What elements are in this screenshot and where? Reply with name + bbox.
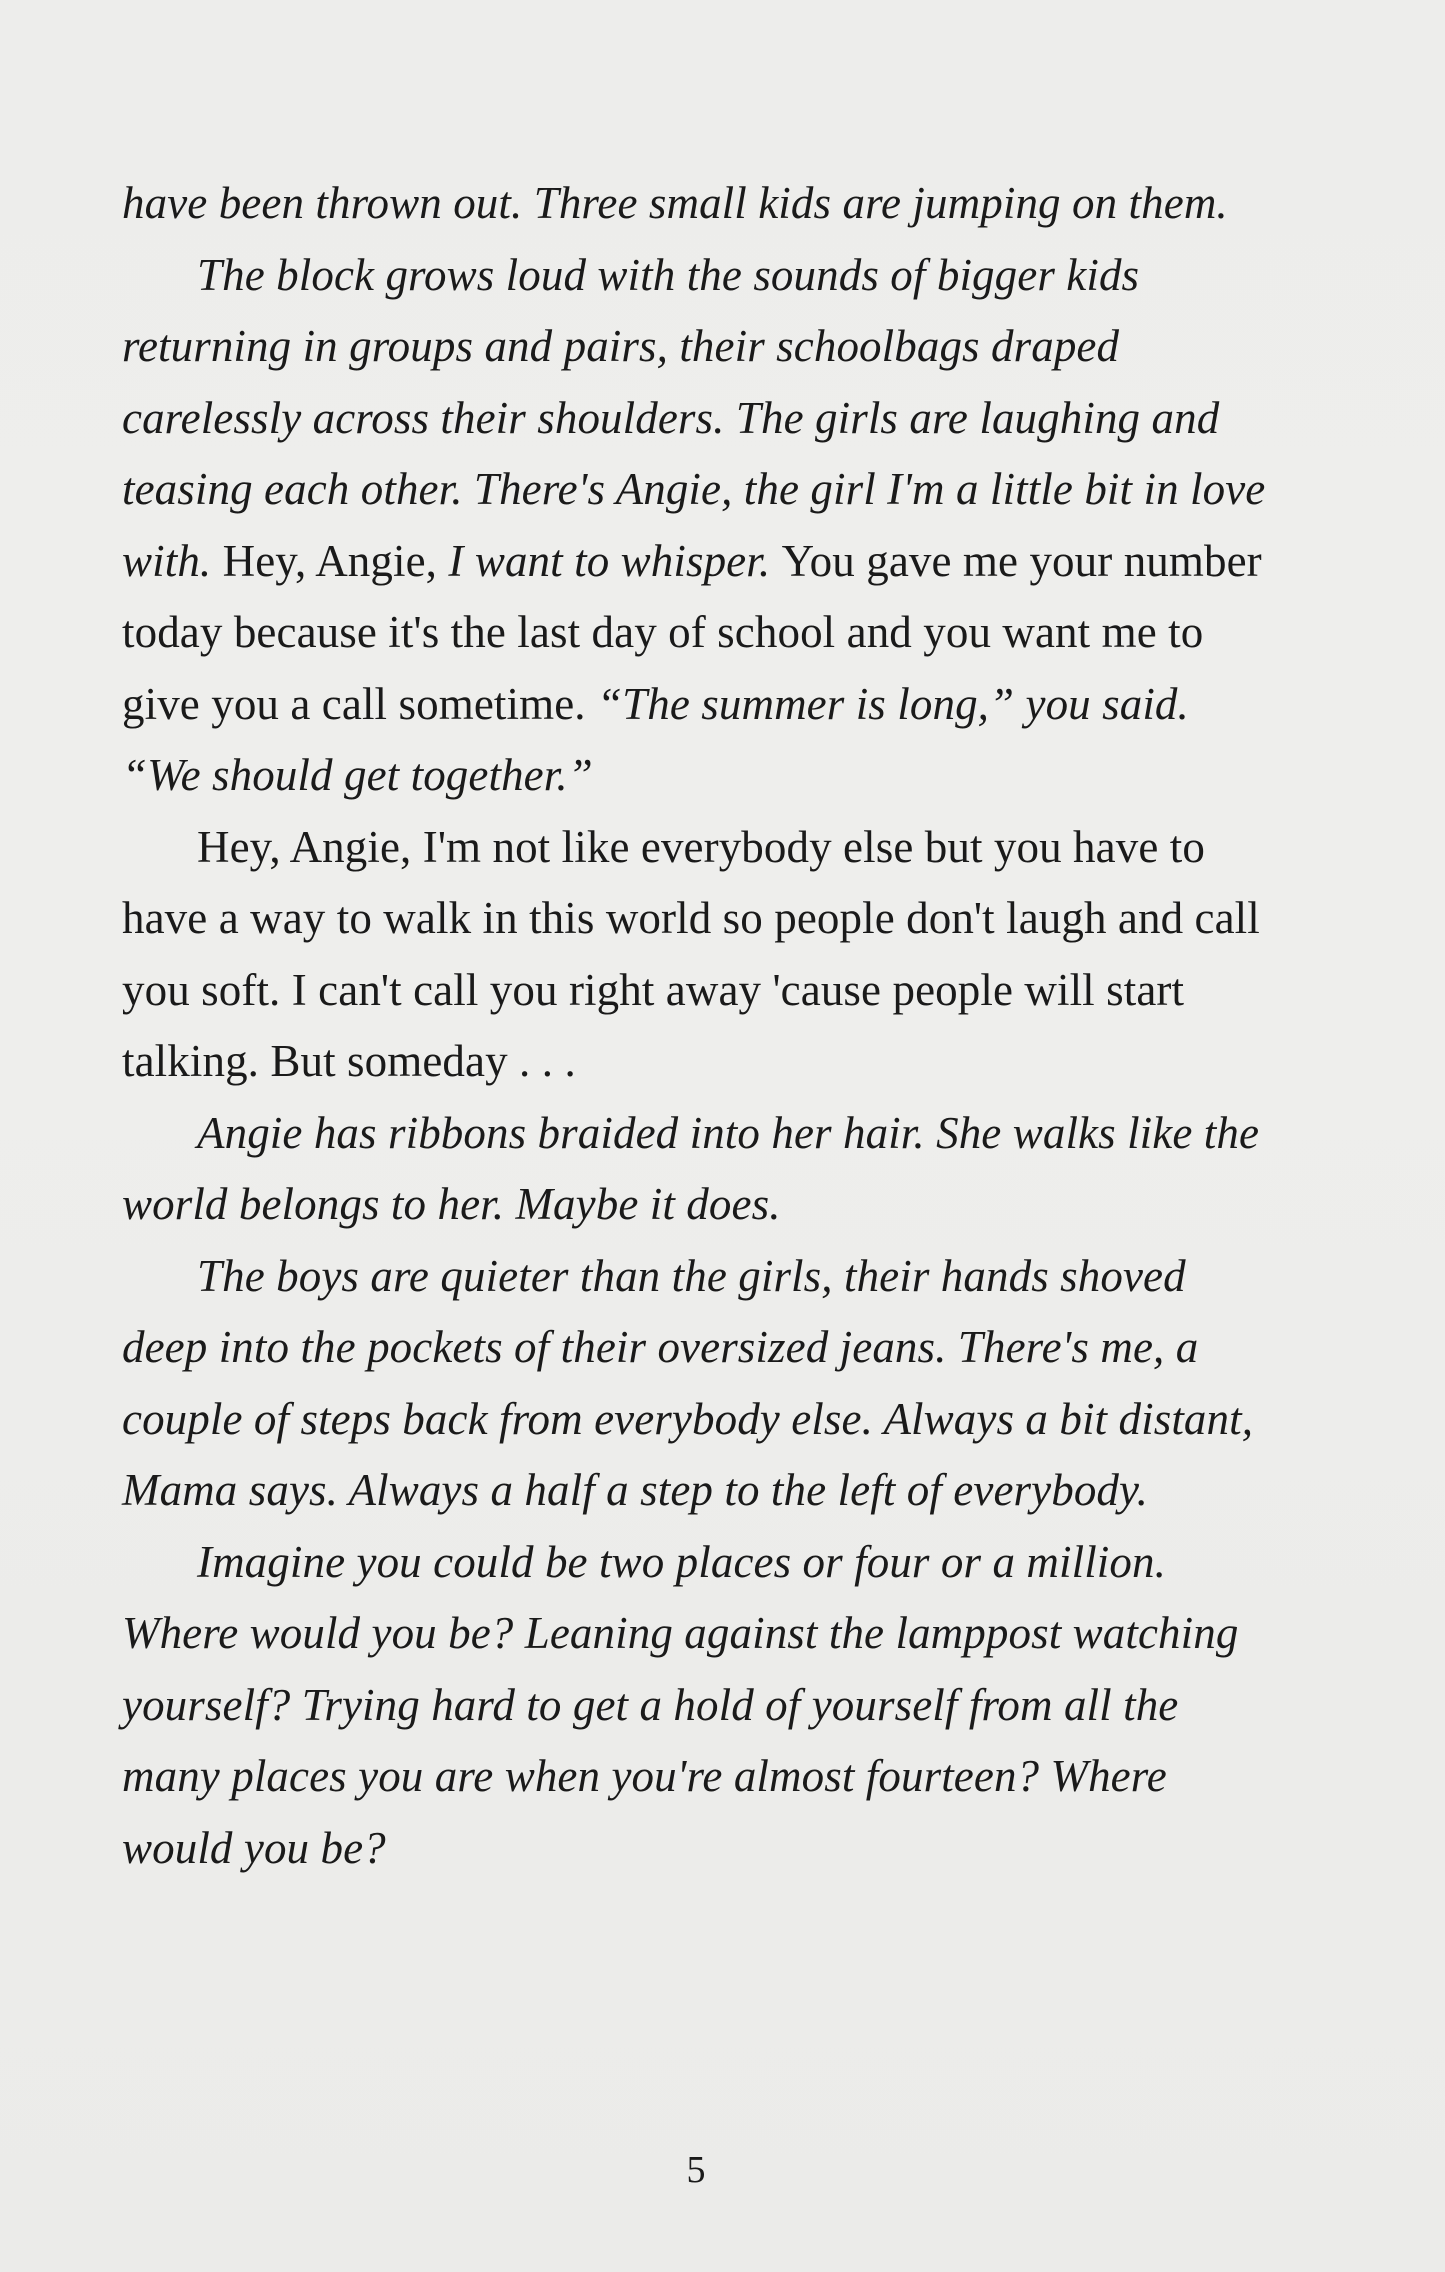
paragraph-2-direct-address: Hey, Angie, — [222, 535, 438, 586]
paragraph-3: Hey, Angie, I'm not like everybody else but you have to have a way to walk in this world so people don't laugh and call you soft. I can't call you right away 'cause people will start talking. But someday . . . — [122, 821, 1260, 1086]
paragraph-2-roman: You gave me your number today because it's the last day of school and you want me to give you a call sometime. — [122, 535, 1262, 729]
page-text-block — [122, 168, 1272, 1884]
paragraph-4: Angie has ribbons braided into her hair. She walks like the world belongs to her. Maybe it does. — [122, 1107, 1260, 1229]
paragraph-2 — [122, 240, 1272, 812]
paragraph-2-quote: “The summer is long,” you said. “We should get together.” — [122, 678, 1189, 800]
paragraph-1: have been thrown out. Three small kids are jumping on them. — [122, 178, 1228, 228]
paragraph-5: The boys are quieter than the girls, their hands shoved deep into the pockets of their oversized jeans. There's me, a couple of steps back from everybody else. Always a bit distant, Mama says. Always a half a step to the left of everybody. — [122, 1250, 1254, 1515]
paragraph-2-aside: I want to whisper. — [448, 535, 771, 586]
paragraph-2-text: The block grows loud with the sounds of bigger kids returning in groups and pairs, their schoolbags draped carelessly across their shoulders. The girls are laughing and teasing each other. There's Angie, the girl I'm a little bit in love with. — [122, 249, 1266, 586]
paragraph-6: Imagine you could be two places or four or a million. Where would you be? Leaning against the lamppost watching yourself? Trying hard to get a hold of yourself from all the many places you are when you're almost fourteen? Where would you be? — [122, 1536, 1239, 1873]
page-number: 5 — [686, 2149, 706, 2191]
